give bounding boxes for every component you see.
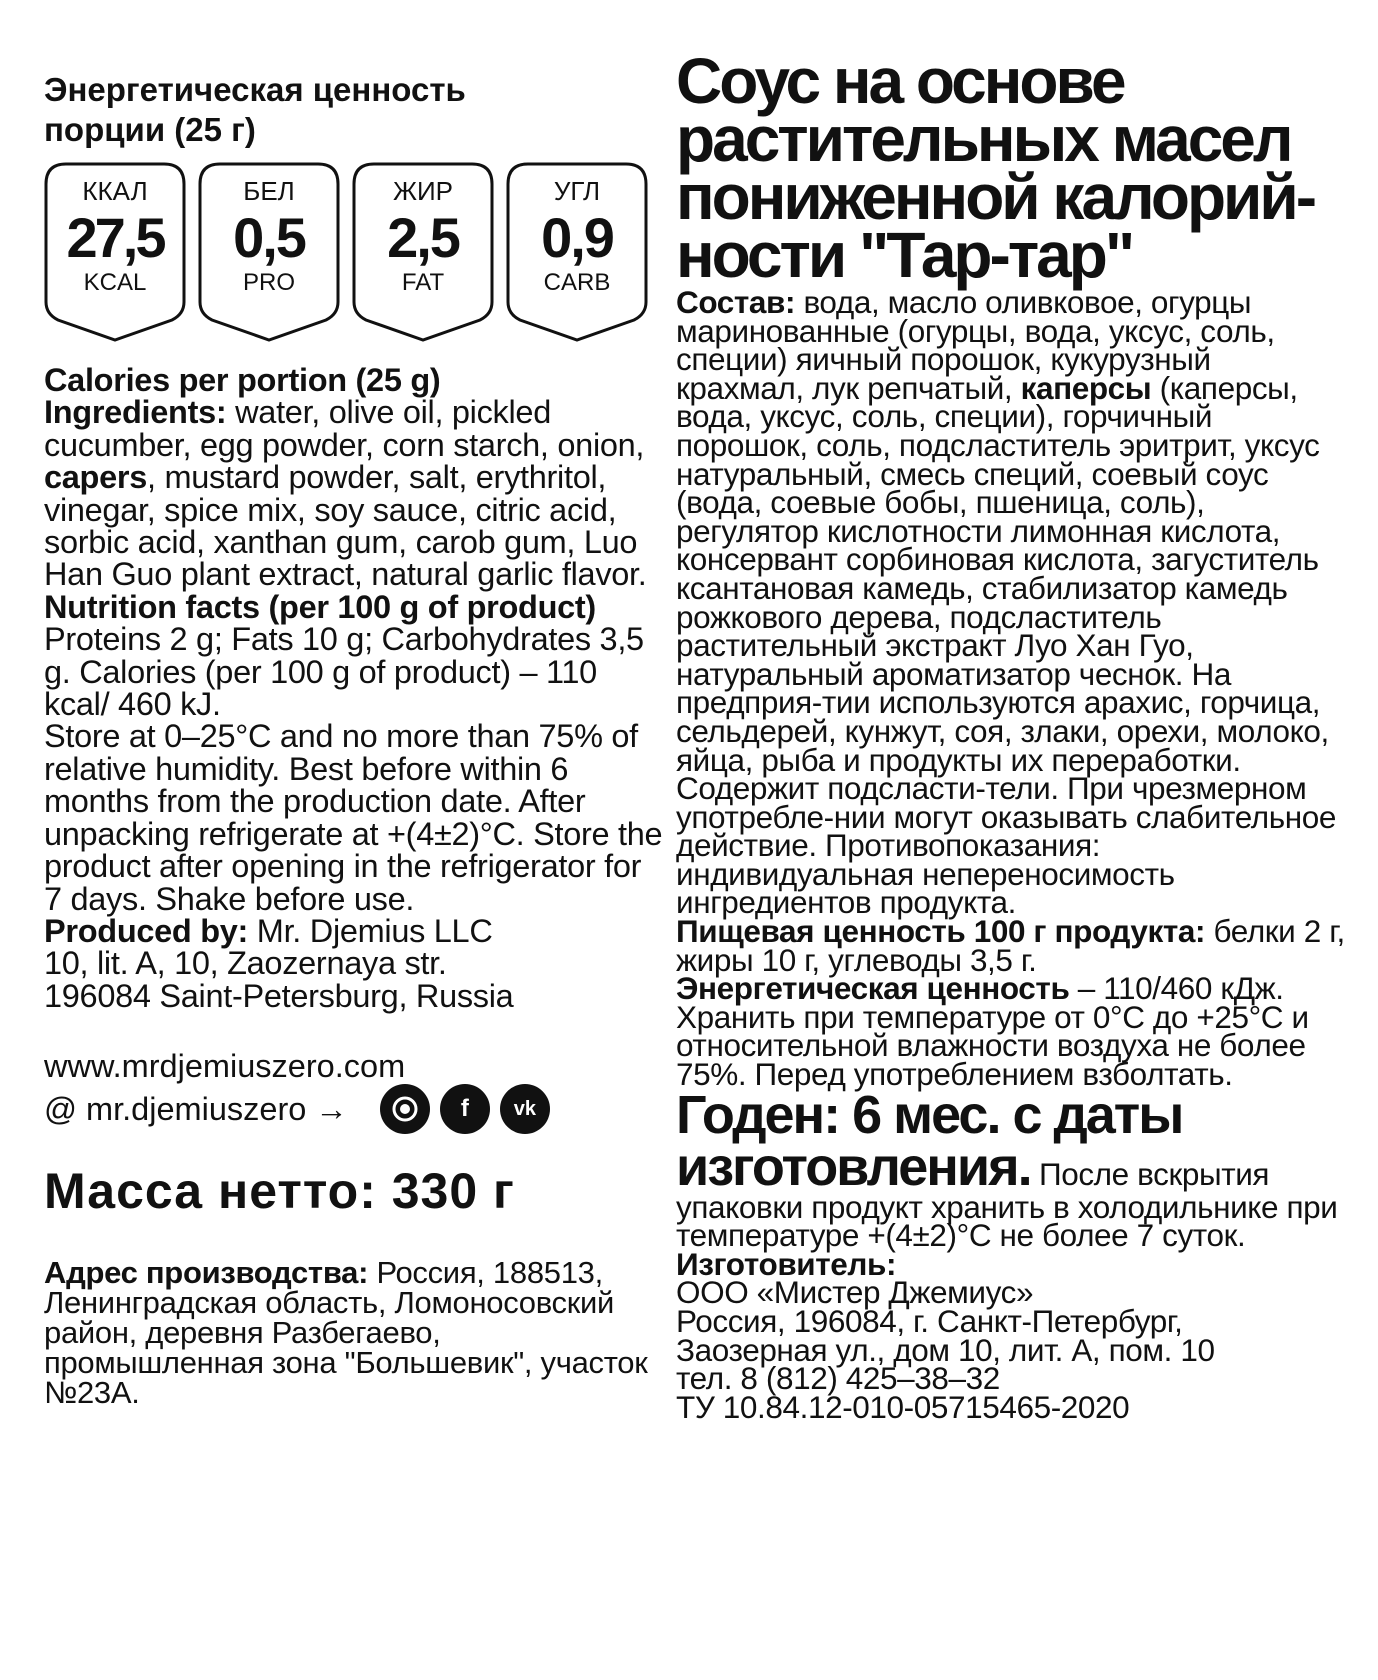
energy-title-line1: Энергетическая ценность <box>44 71 466 108</box>
composition <box>676 284 1346 921</box>
badge-fat <box>352 162 494 342</box>
produced-label: Produced by: <box>44 912 249 949</box>
left-column <box>44 70 664 1411</box>
nutrition-ru-text: белки 2 г, жиры 10 г, углеводы 3,5 г. <box>676 913 1345 978</box>
ingredients-text-1: water, olive oil, pickled cucumber, egg powder, corn starch, onion, <box>44 394 645 463</box>
right-column <box>676 45 1346 1425</box>
energy-title-line2: порции (25 г) <box>44 111 256 148</box>
manufacturer-name: ООО «Мистер Джемиус» <box>676 1274 1034 1311</box>
manufacturer-city: Россия, 196084, г. Санкт-Петербург, <box>676 1303 1183 1339</box>
energy-ru-text: – 110/460 кДж. <box>1069 970 1284 1007</box>
manufacturer-street: Заозерная ул., дом 10, лит. А, пом. 10 <box>676 1331 1215 1368</box>
energy-ru-label: Энергетическая ценность <box>676 970 1070 1007</box>
ingredients-en <box>44 394 664 593</box>
badge-label-bottom: CARB <box>543 269 611 296</box>
badge-protein <box>198 162 340 342</box>
nutrition-text: Proteins 2 g; Fats 10 g; Carbohydrates 3,5 g. Calories (per 100 g of product) – 110 kcal/ 460 kJ. <box>44 621 644 723</box>
storage-text-en: Store at 0–25°C and no more than 75% of relative humidity. Best before within 6 months from the production date. After unpacking refrigerate at +(4±2)°C. Store the product after opening in the refrigerator for 7 days. Shake before use. <box>44 718 663 917</box>
composition-label: Состав: <box>676 284 796 320</box>
instagram-handle[interactable]: @ mr.djemiuszero → <box>44 1091 348 1128</box>
badge-value: 0,9 <box>541 206 613 269</box>
energy-title <box>44 70 664 150</box>
nutrition-ru <box>676 913 1346 978</box>
badge-value: 0,5 <box>233 206 305 269</box>
net-mass: Масса нетто: 330 г <box>44 1163 515 1220</box>
nutrition-heading: Nutrition facts (per 100 g of product) <box>44 588 596 625</box>
expiry-heading: Годен: 6 мес. с даты изготовления. <box>676 1084 1183 1197</box>
badge-label-top: ККАЛ <box>82 176 148 206</box>
badge-carb <box>506 162 648 342</box>
badge-label-top: УГЛ <box>553 176 601 206</box>
badge-value: 27,5 <box>66 206 164 269</box>
badge-label-top: ЖИР <box>392 176 454 206</box>
badge-label-bottom: KCAL <box>83 269 147 296</box>
produced-street: 10, lit. A, 10, Zaozernaya str. <box>44 945 447 982</box>
produced-by <box>44 912 664 949</box>
badge-kcal <box>44 162 186 342</box>
social-row <box>44 1084 664 1134</box>
manufacturer-phone: тел. 8 (812) 425–38–32 <box>676 1360 1000 1397</box>
english-info <box>44 364 664 1012</box>
instagram-icon[interactable] <box>380 1084 430 1134</box>
product-title: Соус на основе растительных масел пониженной калорий-ности "Тар-тар" <box>676 45 1315 291</box>
expiry-block <box>676 1084 1346 1254</box>
composition-text-2: (каперсы, вода, уксус, соль, специи), горчичный порошок, соль, подсластитель эритрит, уксус натуральный, смесь специй, соевый соус (вода, соевые бобы, пшеница, соль), регулятор кислотности лимонная кислота, консервант сорбиновая кислота, загуститель ксантановая камедь, стабилизатор камедь рожкового дерева, подсластитель растительный экстракт Луо Хан Гуо, натуральный ароматизатор чеснок. На предприя-тии используются арахис, горчица, сельдерей, кунжут, соя, злаки, орехи, молоко, яйца, рыба и продукты их переработки. Содержит подсласти-тели. При чрезмерном употребле-нии могут оказывать слабительное действие. Противопоказания: индивидуальная непереносимость ингредиентов продукта. <box>676 369 1336 921</box>
badge-value: 2,5 <box>387 206 459 269</box>
badge-label-bottom: PRO <box>242 269 295 296</box>
russian-info <box>676 284 1346 1425</box>
web-contacts <box>44 1048 664 1134</box>
facebook-icon[interactable]: f <box>440 1084 490 1134</box>
nutrition-ru-label: Пищевая ценность 100 г продукта: <box>676 913 1206 950</box>
composition-capers: каперсы <box>1020 369 1152 406</box>
production-address <box>44 1255 664 1411</box>
badge-label-top: БЕЛ <box>243 176 295 206</box>
ingredients-capers: capers <box>44 459 147 496</box>
produced-city: 196084 Saint-Petersburg, Russia <box>44 977 514 1014</box>
manufacturer-tu: ТУ 10.84.12-010-05715465-2020 <box>676 1388 1130 1425</box>
nutrition-badges <box>44 162 664 342</box>
address-text: Россия, 188513, Ленинградская область, Ломоносовский район, деревня Разбегаево, промышленная зона "Большевик", участок №23А. <box>44 1255 648 1411</box>
calories-heading: Calories per portion (25 g) <box>44 362 441 398</box>
vk-icon[interactable]: vk <box>500 1084 550 1134</box>
composition-text-1: вода, масло оливковое, огурцы маринованные (огурцы, вода, уксус, соль, специи) яичный порошок, кукурузный крахмал, лук репчатый, <box>676 284 1275 406</box>
social-icons <box>380 1084 550 1134</box>
ingredients-text-2: , mustard powder, salt, erythritol, vinegar, spice mix, soy sauce, citric acid, sorbic acid, xanthan gum, carob gum, Luo Han Guo plant extract, natural garlic flavor. <box>44 459 647 593</box>
expiry-text: После вскрытия упаковки продукт хранить в холодильнике при температуре +(4±2)°С не более 7 суток. <box>676 1155 1338 1254</box>
storage-text-ru: Хранить при температуре от 0°С до +25°С и относительной влажности воздуха не более 75%. Перед употреблением взболтать. <box>676 998 1309 1093</box>
produced-company: Mr. Djemius LLC <box>248 912 493 949</box>
address-label: Адрес производства: <box>44 1255 369 1291</box>
badge-label-bottom: FAT <box>401 269 445 296</box>
manufacturer-label: Изготовитель: <box>676 1245 897 1282</box>
ingredients-label: Ingredients: <box>44 394 227 431</box>
website-link[interactable]: www.mrdjemiuszero.com <box>44 1048 406 1085</box>
